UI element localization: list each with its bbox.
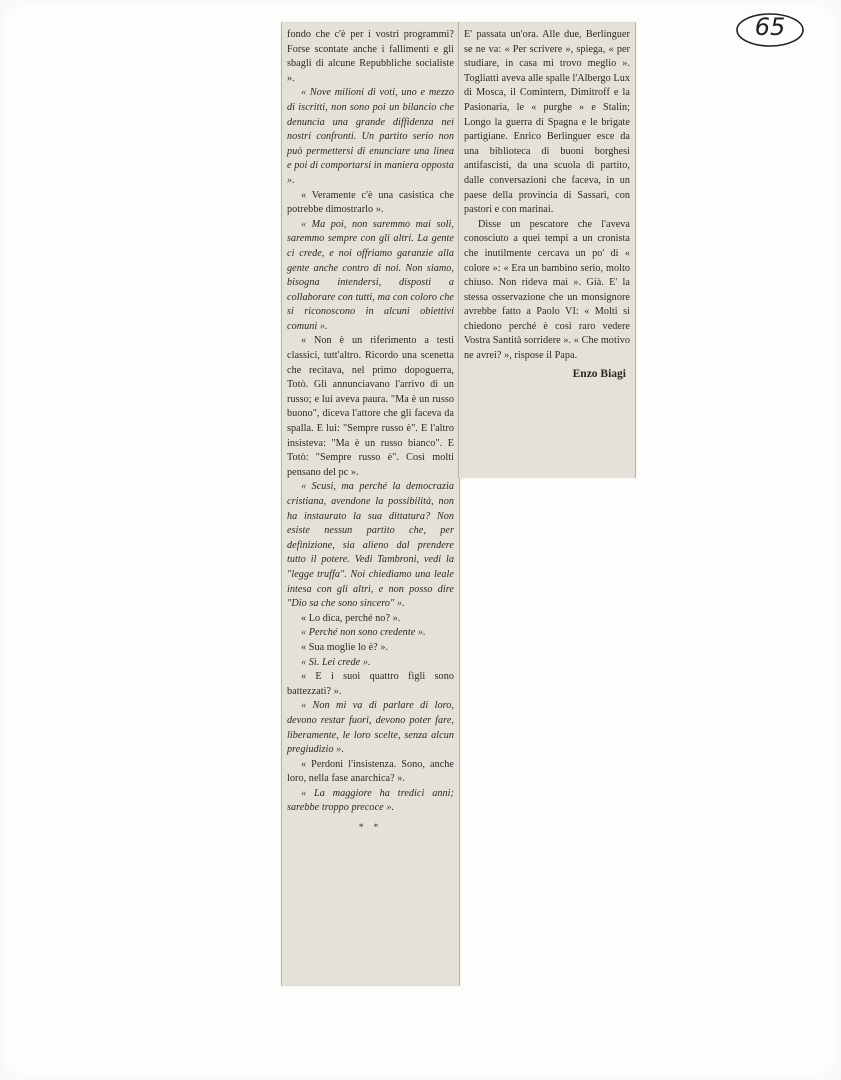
section-separator: * * <box>358 822 383 833</box>
article-paragraph: « Non è un riferimento a testi classici, tutt'altro. Ricordo una scenetta che recitava, nel primo dopoguerra, Totò. Gli annunciavano l'arrivo di un russo; e lui aveva paura. "Ma è un russo buono", diceva l'attore che gli faceva da spalla. E lui: "Sempre russo è". E l'altro insisteva: "Ma è un russo bianco". E Totò: "Sempre russo è". Così molti pensano del pc ». <box>287 335 454 478</box>
article-paragraph: « Ma poi, non saremmo mai soli, saremmo sempre con gli altri. La gente ci crede, e noi offriamo garanzie alla gente anche contro di noi. Non siamo, bisogna intendersi, disposti a collaborare con tutti, ma con coloro che si riconoscono in alcuni obiettivi comuni ». <box>287 218 454 332</box>
article-paragraph: Disse un pescatore che l'aveva conosciuto a quei tempi a un cronista che inutilmente cercava un po' di « colore »: « Era un bambino serio, molto chiuso. Non rideva mai ». Già. E' la stessa osservazione che un monsignore avrebbe fatto a Paolo VI: « Molti si chiedono perché è così raro vedere Vostra Santità sorridere ». « Che motivo ne avrei? », rispose il Papa. <box>464 218 630 362</box>
article-paragraph: « Perché non sono credente ». <box>301 627 426 639</box>
article-paragraph: « Scusi, ma perché la democrazia cristiana, avendone la possibilità, non ha instaurato la sua dittatura? Non esiste nessun partito che, per definizione, sia alieno dal prendere tutto il potere. Vedi Tambroni, vedi la "legge truffa". Noi chiediamo una leale intesa con gli altri, e non posso dire "Dio sa che sono sincero" ». <box>287 481 454 610</box>
article-paragraph: « E i suoi quattro figli sono battezzati? ». <box>287 671 454 697</box>
article-paragraph: « Veramente c'è una casistica che potrebbe dimostrarlo ». <box>287 189 454 216</box>
article-paragraph: E' passata un'ora. Alle due, Berlinguer se ne va: « Per scrivere », spiega, « per studiare, in casa mi trovo meglio ». Togliatti aveva alle spalle l'Albergo Lux di Mosca, il Comintern, Dimitroff e la Pasionaria, le « purghe » e Stalin; Longo la guerra di Spagna e le brigate partigiane. Enrico Berlinguer esce da una biblioteca di buoni borghesi antifascisti, da una scuola di partito, dalle conversazioni che faceva, in un paese della provincia di Sassari, con pastori e con marinai. <box>464 29 630 216</box>
article-paragraph: fondo che c'è per i vostri programmi? Forse scontate anche i fallimenti e gli sbagli di alcune Repubbliche socialiste ». <box>287 29 454 84</box>
column-right-paragraphs <box>464 28 630 364</box>
page-number-text: 65 <box>754 13 786 41</box>
article-column-left <box>281 22 460 986</box>
article-paragraph: « Nove milioni di voti, uno e mezzo di iscritti, non sono poi un bilancio che denuncia una grande diffidenza nei nostri confronti. Un partito serio non può permettersi di enunciare una linea e poi di comportarsi in maniera opposta ». <box>287 87 454 186</box>
article-column-right <box>458 22 636 478</box>
article-paragraph: « Sua moglie lo è? ». <box>301 641 389 653</box>
article-paragraph: « Lo dica, perché no? ». <box>301 612 401 624</box>
column-left-paragraphs <box>287 28 454 816</box>
article-paragraph: « La maggiore ha tredici anni; sarebbe troppo precoce ». <box>287 787 454 814</box>
handwritten-page-number <box>734 10 806 50</box>
author-byline: Enzo Biagi <box>572 367 626 380</box>
article-paragraph: « Perdoni l'insistenza. Sono, anche loro, nella fase anarchica? ». <box>287 758 454 785</box>
article-paragraph: « Non mi va di parlare di loro, devono restar fuori, devono poter fare, liberamente, le loro scelte, senza alcun pregiudizio ». <box>287 700 454 756</box>
article-paragraph: « Sì. Lei crede ». <box>301 656 371 668</box>
